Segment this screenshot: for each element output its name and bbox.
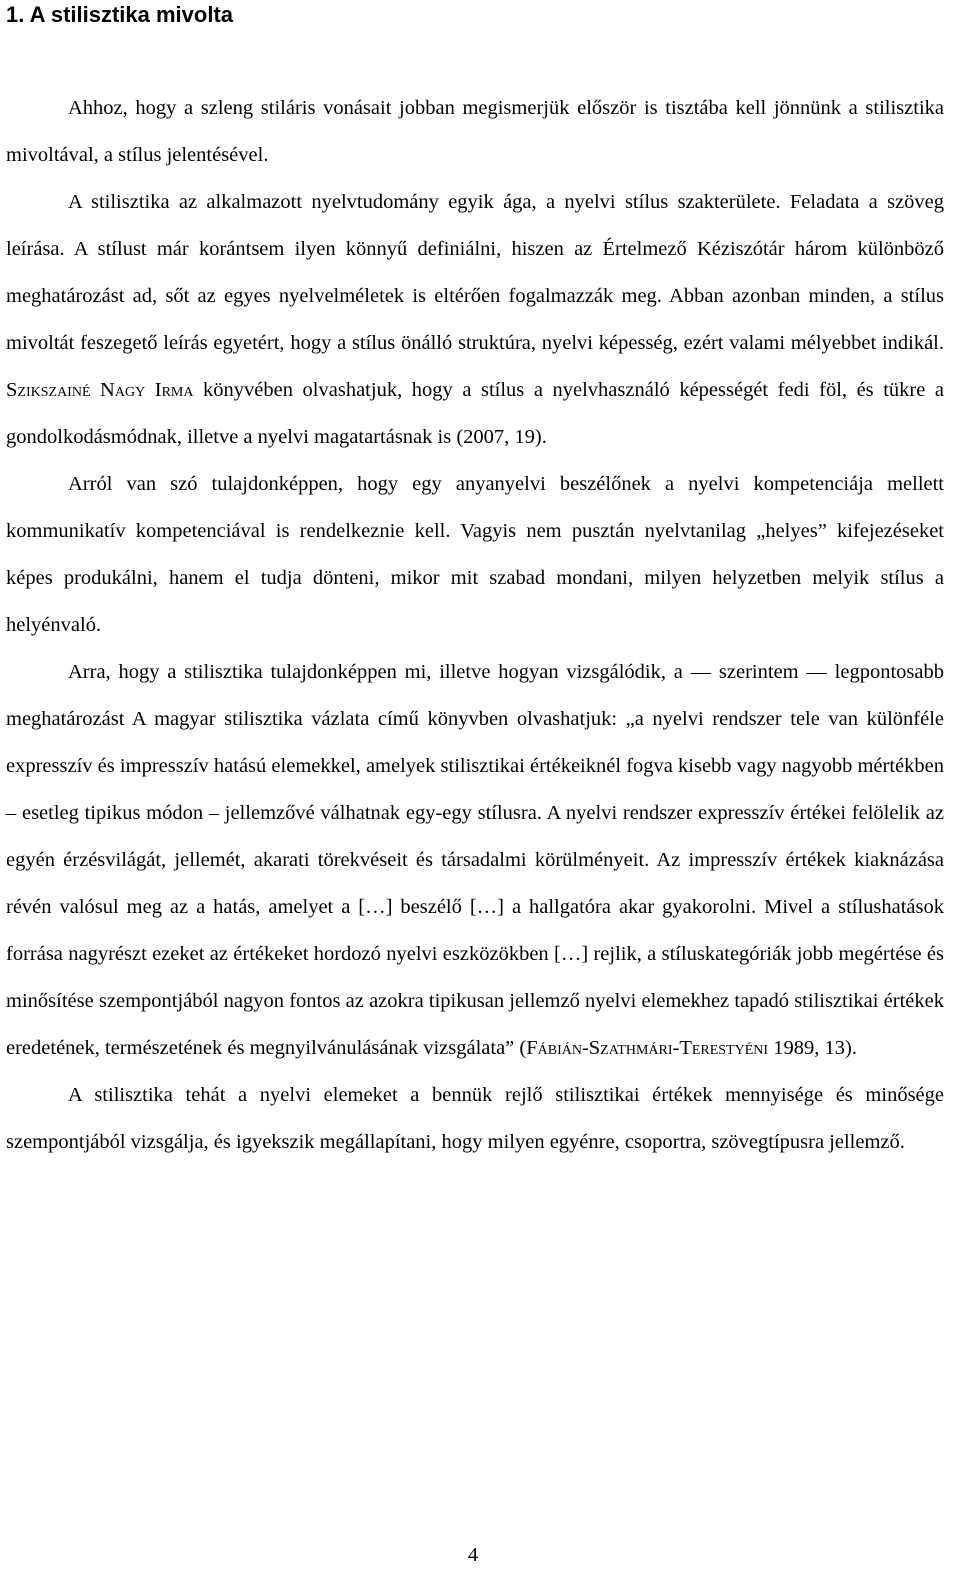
paragraph-1: Ahhoz, hogy a szleng stiláris vonásait jobban megismerjük először is tisztába kell jönnünk a stilisztika mivoltával, a stílus jelentésével. [6,97,944,166]
author-citation: Fábián-Szathmári-Terestyéni [526,1037,769,1059]
paragraph-3: Arról van szó tulajdonképpen, hogy egy anyanyelvi beszélőnek a nyelvi kompetenciája mellett kommunikatív kompetenciával is rendelkeznie kell. Vagyis nem pusztán nyelvtanilag „helyes” kifejezéseket képes produkálni, hanem el tudja dönteni, mikor mit szabad mondani, milyen helyzetben melyik stílus a helyénvaló. [6,473,944,636]
page-number: 4 [467,1544,479,1566]
section-heading: 1. A stilisztika mivolta [6,2,234,27]
paragraph-2-text-continued: könyvében olvashatjuk, hogy a stílus a nyelvhasználó képességét fedi föl, és tükre a gondolkodásmódnak, illetve a nyelvi magatartásnak is (2007, 19). [6,379,944,448]
paragraph-4-citation-year: 1989, 13). [768,1037,857,1059]
paragraph-4-quote: Arra, hogy a stilisztika tulajdonképpen mi, illetve hogyan vizsgálódik, a ― szerintem ― legpontosabb meghatározást A magyar stilisztika vázlata című könyvben olvashatjuk: „a nyelvi rendszer tele van különféle expresszív és impresszív hatású elemekkel, amelyek stilisztikai értékeiknél fogva kisebb vagy nagyobb mértékben – esetleg tipikus módon – jellemzővé válhatnak egy-egy stílusra. A nyelvi rendszer expresszív értékei felölelik az egyén érzésvilágát, jellemét, akarati törekvéseit és társadalmi körülményeit. Az impresszív értékek kiaknázása révén valósul meg az a hatás, amelyet a […] beszélő […] a hallgatóra akar gyakorolni. Mivel a stílushatások forrása nagyrészt ezeket az értékeket hordozó nyelvi eszközökben […] rejlik, a stíluskategóriák jobb megértése és minősítése szempontjából nagyon fontos az azokra tipikusan jellemző nyelvi elemekhez tapadó stilisztikai értékek eredetének, természetének és megnyilvánulásának vizsgálata” ( [6,661,944,1059]
paragraph-2 [6,179,944,461]
body-text [6,85,944,1166]
author-citation: Szikszainé Nagy Irma [6,379,194,401]
paragraph-4 [6,649,944,1072]
paragraph-5: A stilisztika tehát a nyelvi elemeket a bennük rejlő stilisztikai értékek mennyisége és minősége szempontjából vizsgálja, és igyekszik megállapítani, hogy milyen egyénre, csoportra, szövegtípusra jellemző. [6,1084,944,1153]
paragraph-2-text: A stilisztika az alkalmazott nyelvtudomány egyik ága, a nyelvi stílus szakterülete. Feladata a szöveg leírása. A stílust már korántsem ilyen könnyű definiálni, hiszen az Értelmező Kéziszótár három különböző meghatározást ad, sőt az egyes nyelvelméletek is eltérően fogalmazzák meg. Abban azonban minden, a stílus mivoltát feszegető leírás egyetért, hogy a stílus önálló struktúra, nyelvi képesség, ezért valami mélyebbet indikál. [6,191,944,354]
